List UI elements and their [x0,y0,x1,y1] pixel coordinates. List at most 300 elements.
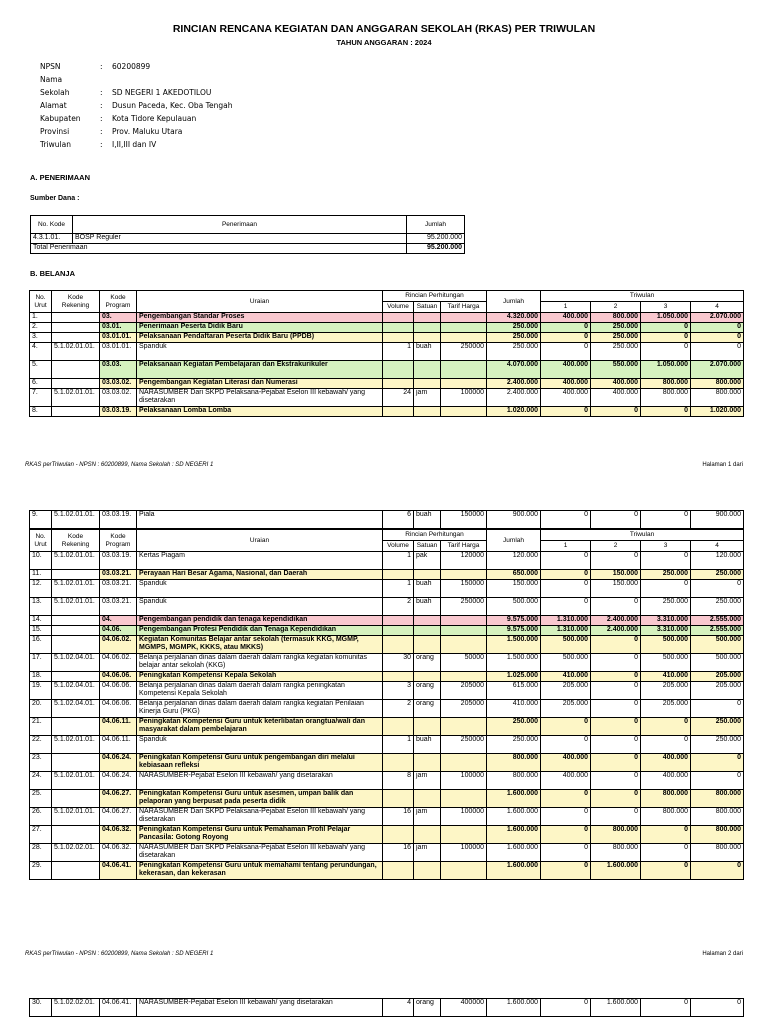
cell-t2: 250.000 [591,333,641,343]
cell-uraian: Peningkatan Kompetensi Guru untuk keterlibatan orangtua/wali dan masyarakat dalam pembelajaran [137,718,383,736]
cell-volume [383,313,414,323]
cell-kode-rekening: 5.1.02.01.01. [52,580,100,598]
cell-tarif [441,570,487,580]
cell-t3: 0 [641,736,691,754]
cell-tarif: 100000 [441,808,487,826]
cell-kode-rekening: 5.1.02.02.01. [52,999,100,1017]
cell-satuan: orang [414,999,441,1017]
cell-t4: 0 [691,333,744,343]
cell-t4: 1.020.000 [691,407,744,417]
cell-kode-rekening: 5.1.02.02.01. [52,844,100,862]
cell-kode-program: 03.03.02. [100,389,137,407]
cell-uraian: Pengembangan Standar Proses [137,313,383,323]
cell-jumlah: 1.500.000 [487,636,541,654]
cell-t3: 800.000 [641,808,691,826]
cell-tarif: 250000 [441,343,487,361]
cell-volume [383,379,414,389]
info-value: Dusun Paceda, Kec. Oba Tengah [112,101,233,110]
cell-satuan [414,616,441,626]
table-row [30,754,744,772]
cell-kode-rekening: 5.1.02.01.01. [52,389,100,407]
cell-t3: 0 [641,343,691,361]
cell-t1: 0 [541,343,591,361]
cell-kode-program: 04.06.32. [100,844,137,862]
info-value: Prov. Maluku Utara [112,127,183,136]
cell-t3: 0 [641,552,691,570]
cell-jumlah: 1.600.000 [487,862,541,880]
cell-volume: 30 [383,654,414,672]
cell-jumlah: 650.000 [487,570,541,580]
cell-uraian: BOSP Reguler [73,234,407,244]
cell-no: 19. [30,682,52,700]
cell-jumlah: 9.575.000 [487,626,541,636]
cell-t1: 500.000 [541,636,591,654]
cell-t2: 400.000 [591,379,641,389]
cell-no: 14. [30,616,52,626]
cell-tarif: 205000 [441,682,487,700]
cell-jumlah: 1.600.000 [487,826,541,844]
cell-t1: 0 [541,598,591,616]
cell-kode-program: 04.06.24. [100,772,137,790]
cell-uraian: Spanduk [137,598,383,616]
cell-satuan [414,718,441,736]
table-row [30,407,744,417]
cell-t3: 800.000 [641,379,691,389]
cell-kode-program: 04.06.41. [100,999,137,1017]
cell-t3: 400.000 [641,772,691,790]
table-row [30,616,744,626]
cell-t1: 0 [541,736,591,754]
belanja-table-page3 [29,998,744,1017]
col-header-no: No. Urut [30,291,52,313]
cell-t1: 400.000 [541,313,591,323]
cell-satuan: jam [414,772,441,790]
cell-tarif [441,616,487,626]
cell-jumlah: 4.320.000 [487,313,541,323]
cell-no: 24. [30,772,52,790]
cell-no: 27. [30,826,52,844]
cell-kode-rekening [52,672,100,682]
cell-t4: 2.555.000 [691,616,744,626]
table-row [30,999,744,1017]
cell-t4: 0 [691,772,744,790]
cell-t1: 400.000 [541,389,591,407]
table-row [30,361,744,379]
cell-t2: 0 [591,407,641,417]
cell-jumlah: 800.000 [487,772,541,790]
info-key: Alamat [40,101,67,110]
cell-t4: 0 [691,323,744,333]
cell-satuan [414,826,441,844]
section-b-title: B. BELANJA [30,269,76,278]
col-header-t2: 2 [591,302,641,313]
cell-satuan [414,361,441,379]
col-header: Jumlah [407,216,465,234]
table-row [30,636,744,654]
cell-volume [383,626,414,636]
col-header-triwulan: Triwulan [541,530,744,541]
cell-kode-program: 04.06.02. [100,654,137,672]
cell-no: 22. [30,736,52,754]
cell-kode-rekening [52,718,100,736]
cell-tarif [441,672,487,682]
cell-t3: 0 [641,844,691,862]
cell-uraian: Belanja perjalanan dinas dalam daerah dalam rangka kegiatan Penilaian Kinerja Guru (PKG) [137,700,383,718]
cell-t3: 0 [641,718,691,736]
cell-kode-rekening [52,862,100,880]
cell-kode-rekening [52,313,100,323]
penerimaan-table [30,215,465,254]
cell-t2: 800.000 [591,844,641,862]
cell-no: 15. [30,626,52,636]
cell-tarif [441,718,487,736]
cell-t1: 205.000 [541,682,591,700]
cell-t3: 0 [641,323,691,333]
table-row [30,862,744,880]
cell-kode-rekening [52,826,100,844]
cell-no: 17. [30,654,52,672]
cell-t1: 0 [541,407,591,417]
col-header-jumlah: Jumlah [487,291,541,313]
cell-satuan: orang [414,700,441,718]
cell-jumlah: 1.500.000 [487,654,541,672]
cell-jumlah: 1.600.000 [487,808,541,826]
cell-volume [383,407,414,417]
cell-uraian: Pelaksanaan Pendaftaran Peserta Didik Baru (PPDB) [137,333,383,343]
cell-uraian: Peningkatan Kompetensi Guru untuk asesmen, umpan balik dan pelaporan yang berpusat pada peserta didik [137,790,383,808]
cell-volume [383,826,414,844]
cell-volume [383,570,414,580]
cell-t1: 0 [541,580,591,598]
cell-uraian: Pelaksanaan Lomba Lomba [137,407,383,417]
cell-t4: 800.000 [691,808,744,826]
cell-volume: 1 [383,580,414,598]
cell-no: 9. [30,511,52,529]
cell-t1: 0 [541,790,591,808]
cell-t2: 0 [591,808,641,826]
school-info [40,60,232,151]
cell-kode-program: 03.03.21. [100,580,137,598]
cell-jumlah: 2.400.000 [487,379,541,389]
cell-t1: 1.310.000 [541,626,591,636]
cell-kode-program: 04.06. [100,626,137,636]
cell-t3: 400.000 [641,754,691,772]
cell-t4: 250.000 [691,718,744,736]
cell-no: 26. [30,808,52,826]
cell-kode-rekening [52,570,100,580]
table-row [30,598,744,616]
cell-tarif [441,790,487,808]
cell-t4: 500.000 [691,636,744,654]
cell-jumlah: 250.000 [487,718,541,736]
cell-uraian: Spanduk [137,343,383,361]
col-header-volume: Volume [383,302,414,313]
cell-tarif [441,333,487,343]
cell-t4: 900.000 [691,511,744,529]
table-row [30,552,744,570]
cell-kode-program: 03. [100,313,137,323]
cell-t2: 250.000 [591,343,641,361]
cell-t3: 500.000 [641,636,691,654]
cell-uraian: Peningkatan Kompetensi Guru untuk memahami tentang perundungan, kekerasan, dan kekerasan [137,862,383,880]
cell-t2: 0 [591,511,641,529]
cell-t4: 250.000 [691,736,744,754]
cell-satuan [414,323,441,333]
cell-t2: 250.000 [591,323,641,333]
cell-kode-rekening [52,333,100,343]
cell-kode-rekening [52,616,100,626]
cell-t2: 0 [591,682,641,700]
cell-kode-program: 03.03.02. [100,379,137,389]
table-row [30,682,744,700]
cell-jumlah: 1.600.000 [487,999,541,1017]
info-key: Kabupaten [40,114,81,123]
cell-kode-program: 04.06.06. [100,700,137,718]
cell-t2: 550.000 [591,361,641,379]
cell-volume [383,361,414,379]
col-header-t3: 3 [641,302,691,313]
cell-satuan [414,790,441,808]
col-header-tarif: Tarif Harga [441,302,487,313]
cell-t3: 800.000 [641,389,691,407]
cell-tarif: 120000 [441,552,487,570]
cell-kode-rekening [52,323,100,333]
cell-t1: 0 [541,999,591,1017]
sumber-dana-label: Sumber Dana : [30,195,80,202]
cell-t3: 0 [641,333,691,343]
cell-uraian: Peningkatan Kompetensi Guru untuk Pemahaman Profil Pelajar Pancasila: Gotong Royong [137,826,383,844]
cell-jumlah: 410.000 [487,700,541,718]
info-key: Provinsi [40,127,70,136]
cell-satuan: pak [414,552,441,570]
table-row [30,718,744,736]
info-key: Nama [40,75,63,84]
cell-jumlah: 500.000 [487,598,541,616]
cell-kode-program: 03.01.01. [100,343,137,361]
table-row [30,790,744,808]
cell-satuan: buah [414,511,441,529]
cell-volume: 16 [383,808,414,826]
cell-volume [383,636,414,654]
table-row [30,736,744,754]
cell-t4: 0 [691,700,744,718]
cell-uraian: Pengembangan Kegiatan Literasi dan Numerasi [137,379,383,389]
cell-jumlah: 95.200.000 [407,234,465,244]
cell-kode-program: 03.03. [100,361,137,379]
cell-volume: 1 [383,552,414,570]
cell-kode-rekening: 5.1.02.01.01. [52,598,100,616]
cell-t1: 400.000 [541,379,591,389]
cell-kode-rekening [52,754,100,772]
cell-no: 21. [30,718,52,736]
cell-uraian: NARASUMBER Dari SKPD Pelaksana-Pejabat Eselon III kebawah/ yang disetarakan [137,389,383,407]
cell-t4: 800.000 [691,389,744,407]
cell-t2: 2.400.000 [591,616,641,626]
cell-volume [383,323,414,333]
col-header-satuan: Satuan [414,302,441,313]
cell-volume [383,754,414,772]
cell-volume [383,718,414,736]
cell-kode-program: 04. [100,616,137,626]
table-row [30,626,744,636]
cell-t2: 150.000 [591,570,641,580]
cell-t4: 500.000 [691,654,744,672]
cell-t1: 400.000 [541,754,591,772]
info-row [40,73,232,86]
col-header-triwulan: Triwulan [541,291,744,302]
cell-kode-rekening: 5.1.02.01.01. [52,343,100,361]
table-row [30,333,744,343]
total-value: 95.200.000 [407,244,465,254]
cell-tarif [441,754,487,772]
cell-no: 6. [30,379,52,389]
belanja-table-page1 [29,290,744,417]
cell-uraian: Belanja perjalanan dinas dalam daerah dalam rangka peningkatan Kompetensi Kepala Sekolah [137,682,383,700]
cell-tarif: 100000 [441,772,487,790]
table-row [30,826,744,844]
cell-t2: 0 [591,790,641,808]
cell-no: 16. [30,636,52,654]
col-header-t1: 1 [541,541,591,552]
cell-kode-rekening: 5.1.02.01.01. [52,736,100,754]
col-header-t1: 1 [541,302,591,313]
cell-t2: 0 [591,718,641,736]
info-row: Triwulan : I,II,III dan IV [40,140,157,149]
cell-volume: 1 [383,343,414,361]
cell-kode-rekening [52,790,100,808]
cell-uraian: Spanduk [137,580,383,598]
info-row: Alamat : Dusun Paceda, Kec. Oba Tengah [40,101,233,110]
cell-no: 20. [30,700,52,718]
cell-t2: 0 [591,636,641,654]
cell-t2: 800.000 [591,826,641,844]
info-value: 60200899 [112,62,151,71]
cell-uraian: Penerimaan Peserta Didik Baru [137,323,383,333]
cell-no: 28. [30,844,52,862]
cell-t2: 400.000 [591,389,641,407]
col-header-kode-rekening: Kode Rekening [52,530,100,552]
cell-t2: 1.600.000 [591,862,641,880]
cell-satuan [414,379,441,389]
cell-jumlah: 800.000 [487,754,541,772]
report-subtitle: TAHUN ANGGARAN : 2024 [336,38,432,47]
cell-t4: 800.000 [691,790,744,808]
col-header-t4: 4 [691,541,744,552]
cell-no: 10. [30,552,52,570]
cell-t3: 0 [641,511,691,529]
col-header-kode-program: Kode Program [100,530,137,552]
cell-uraian: Kegiatan Komunitas Belajar antar sekolah (termasuk KKG, MGMP, MGMPS, MGMPK, KKKS, atau MKKS) [137,636,383,654]
cell-t4: 800.000 [691,826,744,844]
cell-no: 5. [30,361,52,379]
table-row [30,580,744,598]
cell-uraian: Belanja perjalanan dinas dalam daerah dalam rangka kegiatan komunitas belajar antar sekolah (KKG) [137,654,383,672]
cell-t4: 0 [691,862,744,880]
info-row: Provinsi : Prov. Maluku Utara [40,127,183,136]
cell-t3: 250.000 [641,598,691,616]
table-row [30,844,744,862]
table-row [30,379,744,389]
cell-t3: 800.000 [641,790,691,808]
cell-kode-program: 04.06.11. [100,736,137,754]
cell-no: 25. [30,790,52,808]
cell-t3: 1.050.000 [641,361,691,379]
cell-uraian: Peningkatan Kompetensi Kepala Sekolah [137,672,383,682]
cell-uraian: Pengembangan Profesi Pendidik dan Tenaga Kependidikan [137,626,383,636]
cell-tarif [441,826,487,844]
cell-t4: 205.000 [691,672,744,682]
cell-t3: 0 [641,862,691,880]
cell-kode-rekening [52,626,100,636]
cell-uraian: Spanduk [137,736,383,754]
cell-no: 18. [30,672,52,682]
table-row [30,570,744,580]
cell-jumlah: 900.000 [487,511,541,529]
cell-satuan: orang [414,654,441,672]
cell-satuan [414,862,441,880]
cell-t3: 205.000 [641,682,691,700]
cell-t3: 3.310.000 [641,626,691,636]
cell-satuan: jam [414,389,441,407]
cell-satuan [414,626,441,636]
cell-t1: 0 [541,826,591,844]
cell-t3: 205.000 [641,700,691,718]
info-value: Kota Tidore Kepulauan [112,114,197,123]
cell-tarif [441,323,487,333]
cell-jumlah: 250.000 [487,343,541,361]
cell-jumlah: 250.000 [487,333,541,343]
table-row [30,389,744,407]
cell-kode-program: 04.06.27. [100,808,137,826]
cell-no: 4. [30,343,52,361]
cell-t1: 0 [541,511,591,529]
cell-volume [383,790,414,808]
cell-t3: 410.000 [641,672,691,682]
footer-text: RKAS perTriwulan - NPSN : 60200899, Nama Sekolah : SD NEGERI 1 [25,951,214,957]
cell-tarif [441,361,487,379]
table-row [30,808,744,826]
cell-t2: 0 [591,754,641,772]
cell-t3: 0 [641,407,691,417]
info-key: Triwulan [40,140,71,149]
cell-kode-program: 04.06.06. [100,682,137,700]
cell-t4: 2.070.000 [691,361,744,379]
cell-kode-rekening [52,379,100,389]
col-header-t4: 4 [691,302,744,313]
cell-tarif: 100000 [441,389,487,407]
cell-tarif [441,862,487,880]
cell-kode-program: 04.06.32. [100,826,137,844]
cell-satuan: buah [414,736,441,754]
cell-jumlah: 2.400.000 [487,389,541,407]
cell-tarif: 250000 [441,736,487,754]
cell-kode-program: 03.03.19. [100,511,137,529]
cell-no: 29. [30,862,52,880]
cell-jumlah: 1.020.000 [487,407,541,417]
col-header-uraian: Uraian [137,530,383,552]
cell-tarif: 150000 [441,580,487,598]
cell-t4: 2.070.000 [691,313,744,323]
cell-jumlah: 9.575.000 [487,616,541,626]
cell-t3: 0 [641,580,691,598]
cell-t4: 2.555.000 [691,626,744,636]
table-row [30,313,744,323]
cell-kode: 4.3.1.01. [31,234,73,244]
cell-uraian: Perayaan Hari Besar Agama, Nasional, dan Daerah [137,570,383,580]
col-header: Penerimaan [73,216,407,234]
cell-volume [383,616,414,626]
cell-satuan [414,333,441,343]
